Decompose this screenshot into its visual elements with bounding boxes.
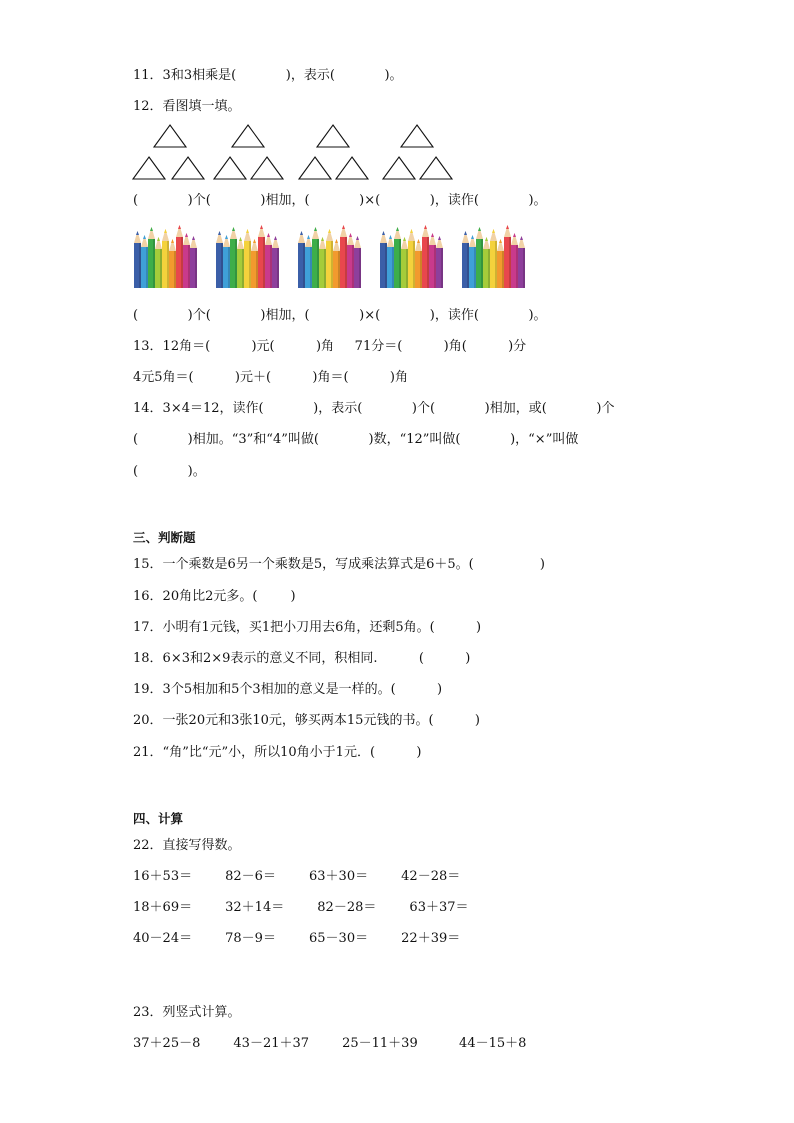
pencil-icon — [497, 239, 504, 288]
pencil-icon — [408, 229, 415, 288]
pencil-icon — [251, 239, 258, 288]
pencil-icon — [272, 236, 279, 288]
triangle-icon — [401, 125, 433, 147]
pencil-icon — [354, 236, 361, 288]
triangle-group-bottom — [130, 156, 460, 182]
vertical-calc-row: 37＋25－8 43－21＋37 25－11＋39 44－15＋8 — [133, 1036, 527, 1051]
question-13-line-2: 4元5角＝( )元＋( )角＝( )角 — [133, 370, 408, 385]
pencil-icon — [148, 227, 155, 288]
pencil-icon — [511, 233, 518, 288]
pencil-icon — [333, 239, 340, 288]
pencil-icon — [312, 227, 319, 288]
pencil-icon — [347, 233, 354, 288]
pencil-icon — [244, 229, 251, 288]
question-12-line-b: ( )个( )相加，( )×( )，读作( )。 — [133, 308, 547, 323]
judgment-21: 21．“角”比“元”小，所以10角小于1元．( ) — [133, 745, 422, 760]
pencil-icon — [141, 235, 148, 288]
pencil-icon — [490, 229, 497, 288]
pencil-icon — [169, 239, 176, 288]
question-12-line-a: ( )个( )相加，( )×( )，读作( )。 — [133, 193, 547, 208]
pencil-icon — [436, 236, 443, 288]
triangle-icon — [214, 157, 246, 179]
section-heading-calculation: 四、计算 — [133, 811, 184, 826]
pencil-icon — [401, 237, 408, 288]
pencil-icon — [462, 231, 469, 288]
question-23-title: 23．列竖式计算。 — [133, 1005, 241, 1020]
pencil-icon — [216, 231, 223, 288]
question-13-line-1: 13．12角＝( )元( )角 71分＝( )角( )分 — [133, 339, 527, 354]
pencil-icon — [134, 231, 141, 288]
arithmetic-row-2: 18＋69＝ 32＋14＝ 82－28＝ 63＋37＝ — [133, 900, 469, 915]
pencil-icon — [429, 233, 436, 288]
pencil-icon — [326, 229, 333, 288]
triangle-icon — [232, 125, 264, 147]
pencil-icon — [155, 237, 162, 288]
judgment-20: 20．一张20元和3张10元，够买两本15元钱的书。( ) — [133, 713, 480, 728]
triangle-icon — [299, 157, 331, 179]
triangle-icon — [133, 157, 165, 179]
pencil-icon — [183, 233, 190, 288]
pencil-icon — [305, 235, 312, 288]
judgment-18: 18．6×3和2×9表示的意义不同，积相同. ( ) — [133, 651, 471, 666]
triangle-icon — [383, 157, 415, 179]
pencil-icon — [223, 235, 230, 288]
judgment-15: 15．一个乘数是6另一个乘数是5，写成乘法算式是6＋5。( ) — [133, 557, 545, 572]
triangle-group-top — [130, 124, 450, 150]
triangle-icon — [336, 157, 368, 179]
triangle-icon — [172, 157, 204, 179]
triangle-icon — [154, 125, 186, 147]
arithmetic-row-3: 40－24＝ 78－9＝ 65－30＝ 22＋39＝ — [133, 931, 461, 946]
pencil-icon — [237, 237, 244, 288]
pencil-icon — [476, 227, 483, 288]
pencil-group — [298, 225, 361, 288]
triangle-icon — [420, 157, 452, 179]
pencil-icon — [483, 237, 490, 288]
question-22-title: 22．直接写得数。 — [133, 838, 241, 853]
pencil-group — [462, 225, 525, 288]
pencil-icon — [504, 225, 511, 288]
pencil-icon — [518, 236, 525, 288]
pencil-icon — [415, 239, 422, 288]
pencil-icon — [319, 237, 326, 288]
judgment-16: 16．20角比2元多。( ) — [133, 589, 296, 604]
triangle-icon — [317, 125, 349, 147]
pencil-groups-illustration — [130, 224, 530, 290]
section-heading-judgment: 三、判断题 — [133, 530, 196, 545]
pencil-icon — [258, 225, 265, 288]
pencil-icon — [190, 236, 197, 288]
triangle-icon — [251, 157, 283, 179]
question-14-line-2: ( )相加。“3”和“4”叫做( )数，“12”叫做( )，“×”叫做 — [133, 432, 579, 447]
triangle-row-bottom — [130, 156, 460, 186]
pencil-icon — [265, 233, 272, 288]
triangle-row-top — [130, 124, 450, 154]
question-12-title: 12．看图填一填。 — [133, 99, 241, 114]
pencil-icon — [387, 235, 394, 288]
question-11: 11．3和3相乘是( )，表示( )。 — [133, 68, 403, 83]
pencil-icon — [298, 231, 305, 288]
pencil-icon — [469, 235, 476, 288]
pencil-icon — [230, 227, 237, 288]
pencil-icon — [162, 229, 169, 288]
pencil-icon — [380, 231, 387, 288]
pencil-icon — [176, 225, 183, 288]
question-14-line-3: ( )。 — [133, 464, 206, 479]
judgment-17: 17．小明有1元钱，买1把小刀用去6角，还剩5角。( ) — [133, 620, 482, 635]
pencil-group — [380, 225, 443, 288]
pencil-icon — [394, 227, 401, 288]
pencil-group — [134, 225, 197, 288]
pencil-group — [216, 225, 279, 288]
pencil-icon — [340, 225, 347, 288]
arithmetic-row-1: 16＋53＝ 82－6＝ 63＋30＝ 42－28＝ — [133, 869, 461, 884]
judgment-19: 19．3个5相加和5个3相加的意义是一样的。( ) — [133, 682, 443, 697]
question-14-line-1: 14．3×4＝12，读作( )，表示( )个( )相加，或( )个 — [133, 401, 615, 416]
pencil-icon — [422, 225, 429, 288]
